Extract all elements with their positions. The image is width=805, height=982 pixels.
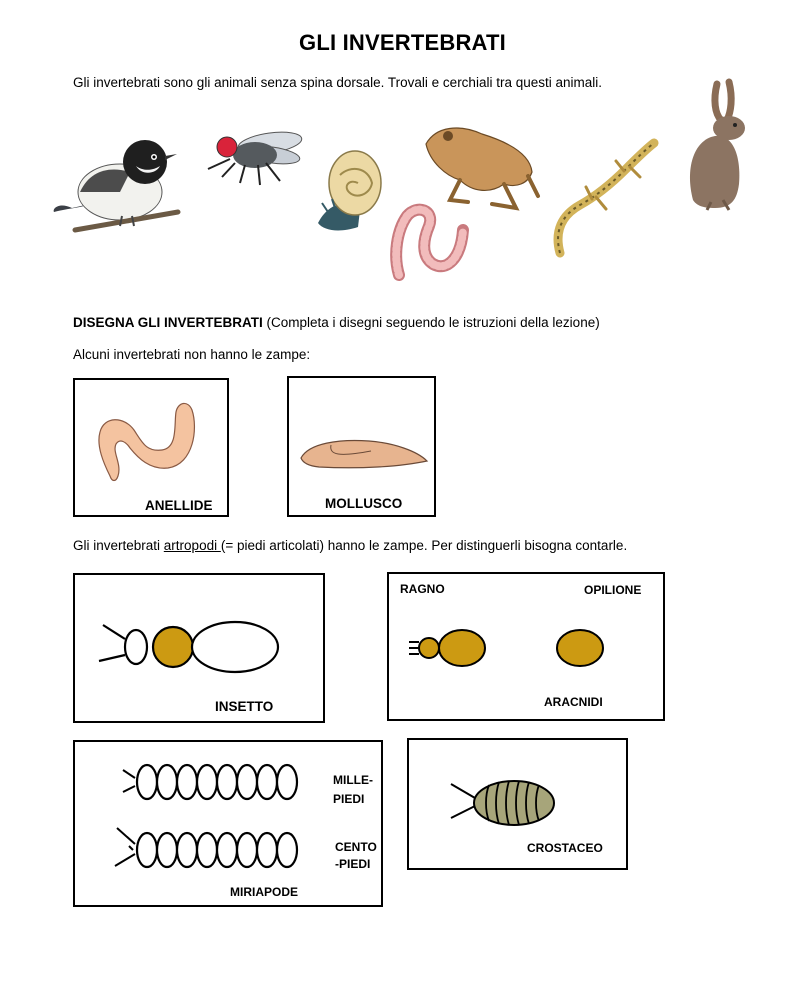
hare-image[interactable] <box>685 80 755 212</box>
arthropod-text-after: (= piedi articolati) hanno le zampe. Per distinguerli bisogna contarle. <box>220 538 628 553</box>
opilione-label: OPILIONE <box>584 583 642 597</box>
centipede-segment <box>277 833 297 867</box>
anellide-box <box>73 378 229 517</box>
millipede-segment <box>237 765 257 799</box>
worm-drawing <box>90 394 200 484</box>
crostaceo-box <box>407 738 628 870</box>
millipede-segment <box>257 765 277 799</box>
draw-heading: DISEGNA GLI INVERTEBRATI <box>73 315 263 330</box>
millipede-segment <box>137 765 157 799</box>
miriapode-label: MIRIAPODE <box>230 885 299 899</box>
insect-drawing <box>75 575 325 723</box>
arachnid-drawing <box>389 574 665 721</box>
centopiedi-label-line2: -PIEDI <box>335 857 371 871</box>
centipede-segment <box>237 833 257 867</box>
insetto-box <box>73 573 325 723</box>
centipede-segment <box>197 833 217 867</box>
intro-text: Gli invertebrati sono gli animali senza spina dorsale. Trovali e cerchiali tra questi animali. <box>73 75 602 90</box>
centipede-segment <box>157 833 177 867</box>
miriapode-box <box>73 740 383 907</box>
centopiedi-label-line1: CENTO <box>335 840 377 854</box>
millipede-segment <box>277 765 297 799</box>
bird-image[interactable] <box>50 130 185 240</box>
millipede-segment <box>177 765 197 799</box>
lizard-image[interactable] <box>552 135 662 260</box>
millipede-segment <box>217 765 237 799</box>
millepiedi-label-line1: MILLE- <box>333 773 373 787</box>
ragno-label: RAGNO <box>400 582 445 596</box>
no-legs-text: Alcuni invertebrati non hanno le zampe: <box>73 347 311 362</box>
centipede-segment <box>137 833 157 867</box>
millipede-segment <box>157 765 177 799</box>
insetto-label: INSETTO <box>215 699 274 714</box>
centipede-segment <box>177 833 197 867</box>
slug-drawing <box>299 433 429 473</box>
centipede-segment <box>217 833 237 867</box>
millepiedi-label-line2: PIEDI <box>333 792 365 806</box>
millipede-segment <box>197 765 217 799</box>
aracnidi-box <box>387 572 665 721</box>
mollusco-box <box>287 376 436 517</box>
arthropod-underlined: artropodi <box>163 538 221 553</box>
crostaceo-label: CROSTACEO <box>527 841 603 855</box>
centipede-segment <box>257 833 277 867</box>
draw-heading-line <box>73 314 600 332</box>
page-title: GLI INVERTEBRATI <box>299 30 506 55</box>
anellide-label: ANELLIDE <box>145 498 213 513</box>
fly-image[interactable] <box>200 125 305 195</box>
draw-subtitle: (Completa i disegni seguendo le istruzioni della lezione) <box>262 315 600 330</box>
frog-image[interactable] <box>420 122 540 212</box>
mollusco-label: MOLLUSCO <box>325 496 403 511</box>
aracnidi-label: ARACNIDI <box>544 695 603 709</box>
arthropod-text-before: Gli invertebrati <box>73 538 164 553</box>
myriapod-drawing <box>75 742 383 907</box>
earthworm-image[interactable] <box>385 200 475 285</box>
snail-image[interactable] <box>310 145 390 240</box>
arthropod-text <box>73 537 627 555</box>
